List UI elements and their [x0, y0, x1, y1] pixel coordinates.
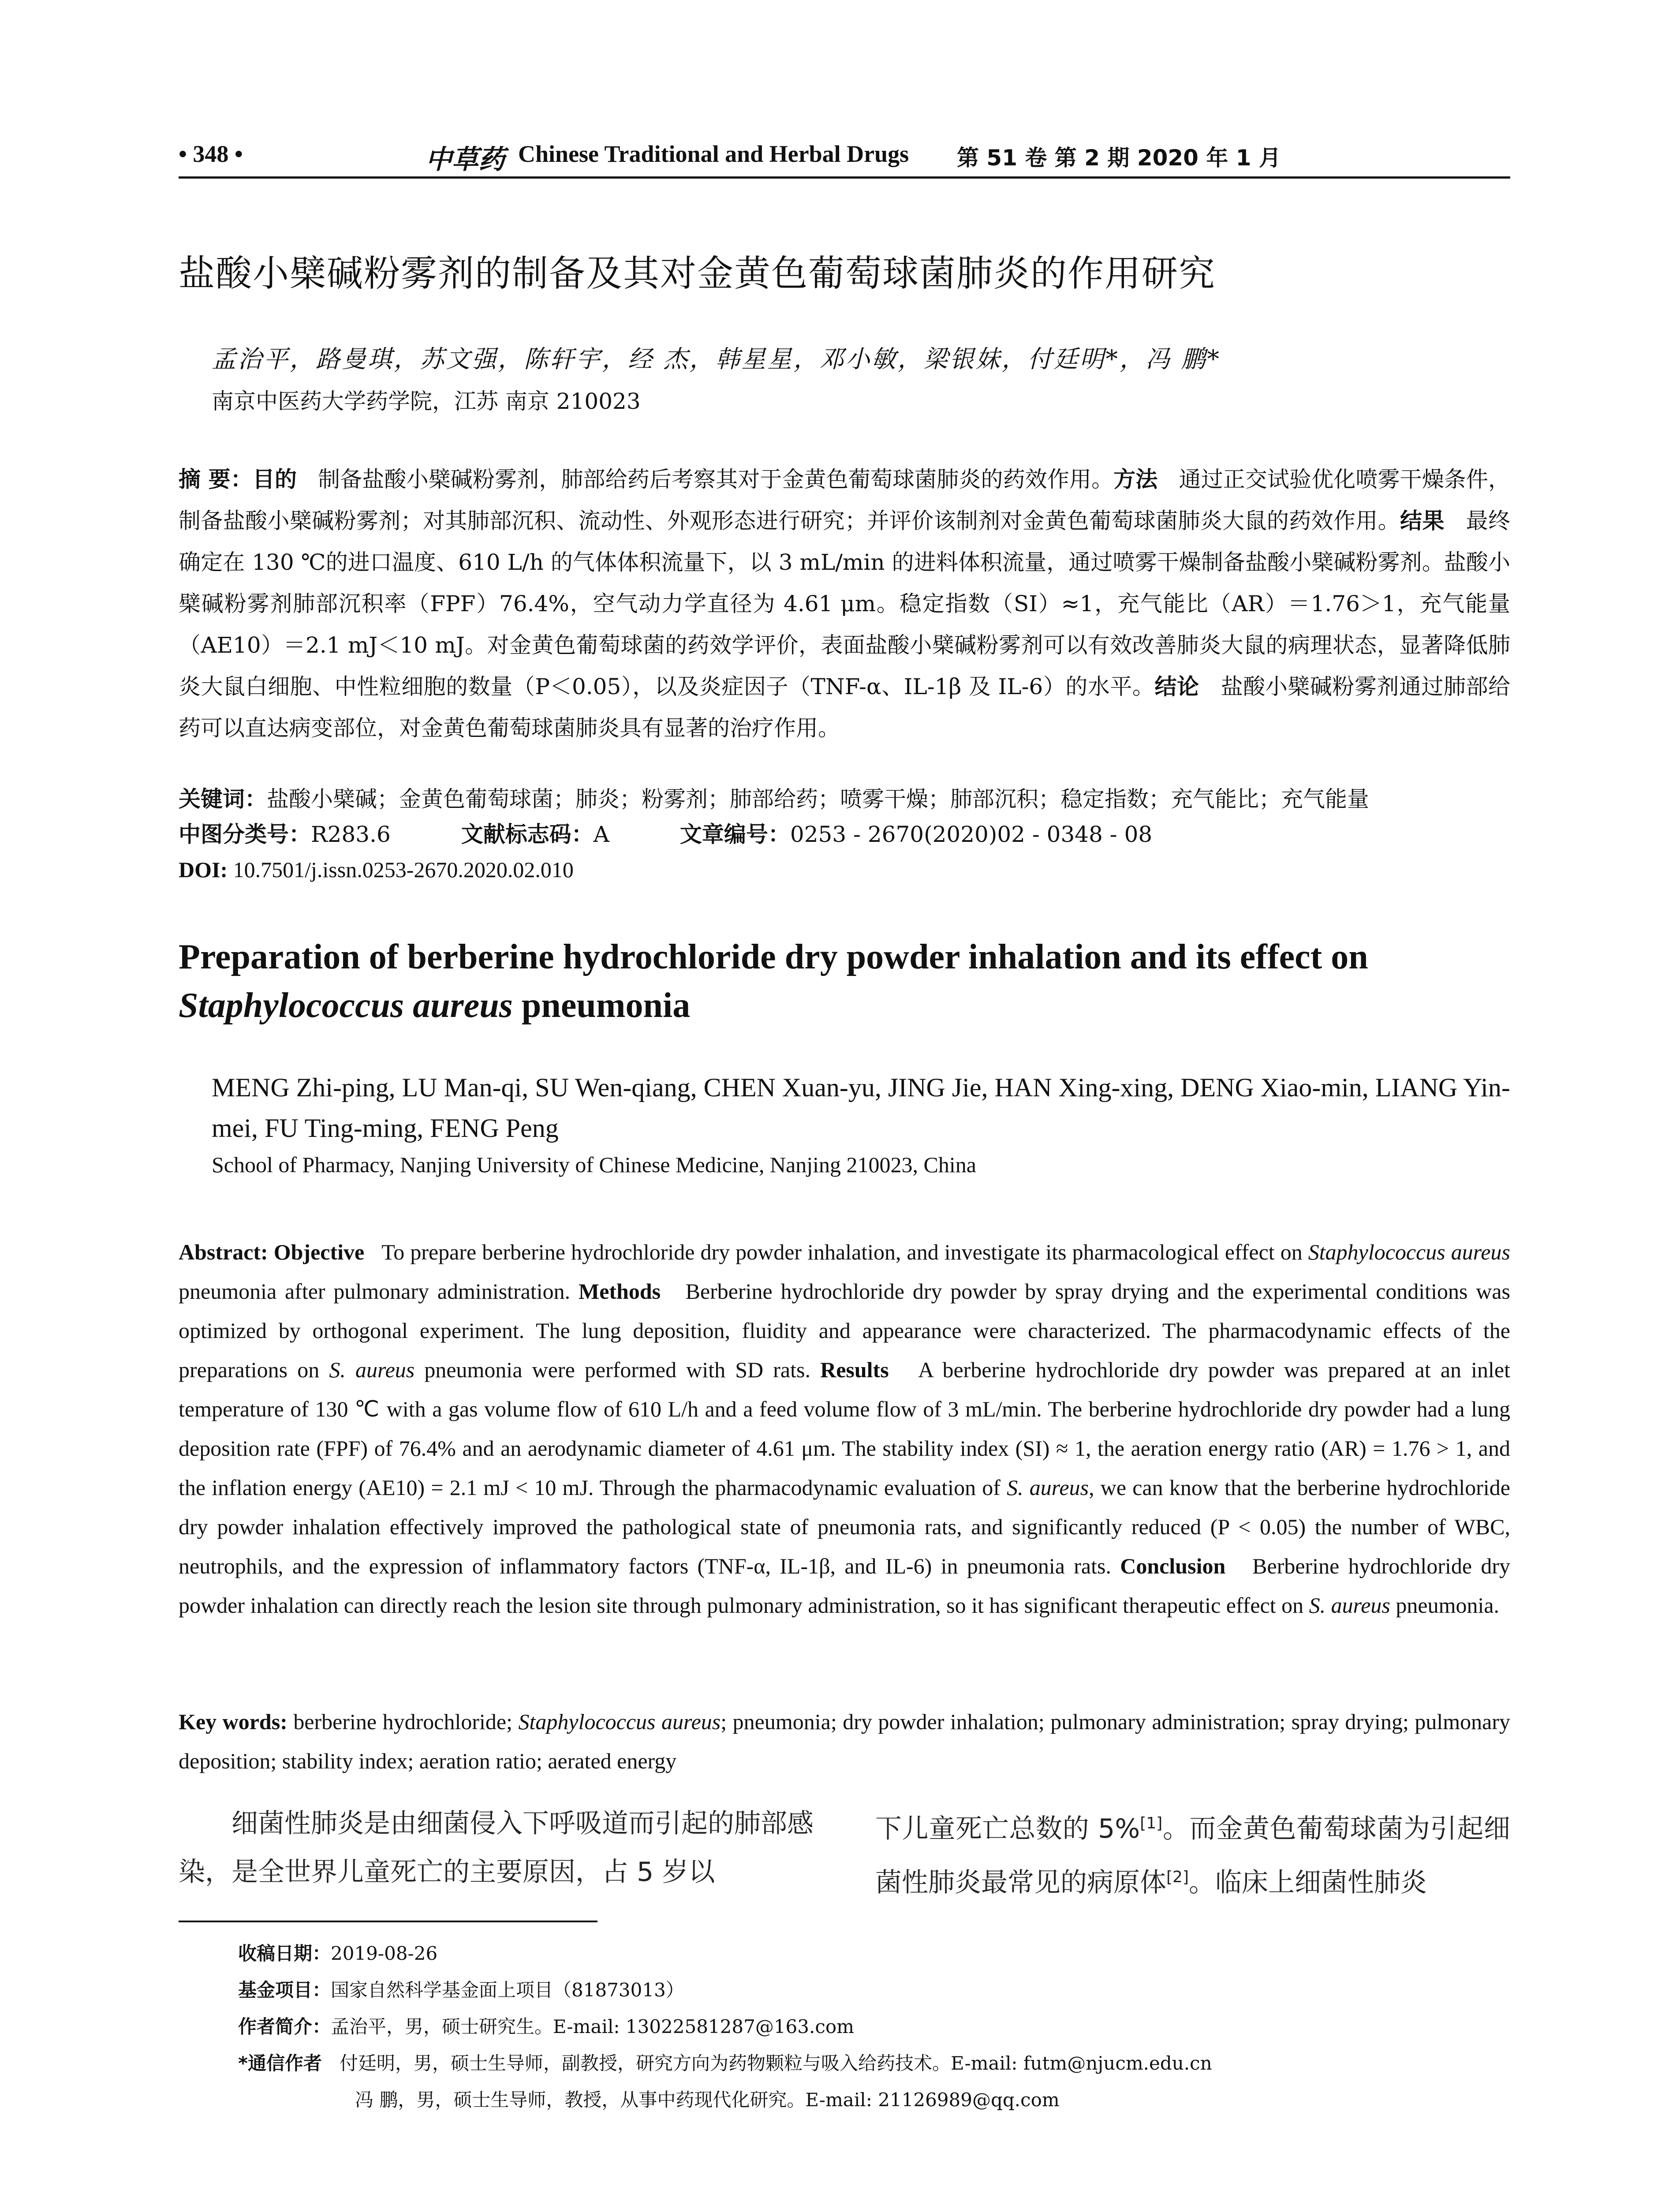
- en-conclusion-i: S. aureus: [1309, 1593, 1390, 1618]
- en-results-a: A berberine hydrochloride dry powder was prepared at an inlet temperature of 130 ℃ with a gas volume flow of 610 L/h and a feed volume flow of 3 mL/min. The berberine hydrochloride dry powder had a lung deposition rate (FPF) of 76.4% and an aerodynamic diameter of 4.61 μm. The stability index (SI) ≈ 1, the aeration energy ratio (AR) = 1.76 > 1, and the inflation energy (AE10) = 2.1 mJ < 10 mJ. Through the pharmacodynamic evaluation of: [179, 1357, 1511, 1500]
- keywords-label: 关键词：: [179, 786, 267, 812]
- corr-label: *通信作者: [238, 2052, 322, 2074]
- en-conclusion-b: pneumonia.: [1390, 1593, 1500, 1618]
- keywords-text: 盐酸小檗碱；金黄色葡萄球菌；肺炎；粉雾剂；肺部给药；喷雾干燥；肺部沉积；稳定指数；充气能比；充气能量: [267, 786, 1369, 812]
- conclusion-text: 盐酸小檗碱粉雾剂通过肺部给药可以直达病变部位，对金黄色葡萄球菌肺炎具有显著的治疗作用。: [179, 674, 1510, 741]
- en-methods-label: Methods: [579, 1279, 661, 1304]
- en-abstract-label: Abstract:: [179, 1240, 268, 1264]
- en-keywords-b: ; pneumonia; dry powder inhalation; pulmonary administration; spray drying; pulmonary deposition; stability index; aeration ratio; aerated energy: [179, 1709, 1510, 1773]
- objective-text: 制备盐酸小檗碱粉雾剂，肺部给药后考察其对于金黄色葡萄球菌肺炎的药效作用。: [318, 467, 1114, 492]
- en-objective-b: pneumonia after pulmonary administration.: [179, 1279, 571, 1304]
- body-right-a: 下儿童死亡总数的 5%: [875, 1813, 1140, 1844]
- header-rule: [179, 176, 1510, 179]
- doc-code-label: 文献标志码：: [461, 822, 594, 847]
- english-title-part1: Preparation of berberine hydrochloride dry powder inhalation and its effect on: [179, 938, 1368, 976]
- english-title-part2: pneumonia: [512, 986, 691, 1025]
- english-title-italic: Staphylococcus aureus: [179, 986, 513, 1025]
- en-methods-b: pneumonia were performed with SD rats.: [414, 1357, 810, 1382]
- chinese-abstract: [179, 459, 1510, 749]
- running-header: [179, 140, 1510, 175]
- article-no-value: 0253 - 2670(2020)02 - 0348 - 08: [790, 822, 1153, 847]
- clc-label: 中图分类号：: [179, 822, 311, 847]
- english-keywords: [179, 1702, 1510, 1781]
- en-objective-a: To prepare berberine hydrochloride dry powder inhalation, and investigate its pharmacological effect on: [381, 1240, 1308, 1264]
- doi-value[interactable]: 10.7501/j.issn.0253-2670.2020.02.010: [233, 857, 574, 882]
- citation-1[interactable]: [1]: [1140, 1814, 1163, 1832]
- doi-label: DOI:: [179, 857, 228, 882]
- results-text: 最终确定在 130 ℃的进口温度、610 L/h 的气体体积流量下，以 3 mL/min 的进料体积流量，通过喷雾干燥制备盐酸小檗碱粉雾剂。盐酸小檗碱粉雾剂肺部沉积率（FPF）76.4%，空气动力学直径为 4.61 μm。稳定指数（SI）≈1，充气能比（AR）＝1.76＞1，充气能量（AE10）＝2.1 mJ＜10 mJ。对金黄色葡萄球菌的药效学评价，表面盐酸小檗碱粉雾剂可以有效改善肺炎大鼠的病理状态，显著降低肺炎大鼠白细胞、中性粒细胞的数量（P＜0.05），以及炎症因子（TNF-α、IL-1β 及 IL-6）的水平。: [179, 508, 1511, 699]
- english-authors: MENG Zhi-ping, LU Man-qi, SU Wen-qiang, CHEN Xuan-yu, JING Jie, HAN Xing-xing, DENG Xiao-min, LIANG Yin-mei, FU Ting-ming, FENG Peng: [212, 1073, 1510, 1143]
- chinese-affiliation: 南京中医药大学药学院，江苏 南京 210023: [212, 389, 641, 414]
- journal-logo: 中草药: [426, 144, 505, 175]
- body-column-right: [875, 1799, 1510, 1907]
- results-label: 结果: [1400, 508, 1445, 534]
- body-right-b: 。而金黄色葡萄球菌为引起细菌性肺炎最常见的病原体: [875, 1813, 1511, 1898]
- abstract-label: 摘 要：: [179, 467, 253, 492]
- en-conclusion-a: Berberine hydrochloride dry powder inhalation can directly reach the lesion site through pulmonary administration, so it has significant therapeutic effect on: [179, 1554, 1511, 1618]
- footnote-fund: [238, 1977, 1508, 2003]
- en-objective-label: Objective: [273, 1240, 365, 1264]
- clc-value: R283.6: [311, 822, 391, 847]
- journal-name: Chinese Traditional and Herbal Drugs: [518, 141, 909, 167]
- en-methods-i: S. aureus: [329, 1357, 415, 1382]
- page-number: • 348 •: [179, 141, 243, 167]
- chinese-title: 盐酸小檗碱粉雾剂的制备及其对金黄色葡萄球菌肺炎的作用研究: [179, 253, 1216, 295]
- author-label: 作者简介：: [238, 2016, 331, 2037]
- received-value: 2019-08-26: [331, 1943, 438, 1964]
- footnote-corresponding-2: 冯 鹏，男，硕士生导师，教授，从事中药现代化研究。E-mail: 21126989@qq.com: [355, 2089, 1060, 2111]
- issue-info: 第 51 卷 第 2 期 2020 年 1 月: [957, 145, 1281, 171]
- en-results-b: , we can know that the berberine hydrochloride dry powder inhalation effectively improved the pathological state of pneumonia rats, and significantly reduced (P < 0.05) the number of WBC, neutrophils, and the expression of inflammatory factors (TNF-α, IL-1β, and IL-6) in pneumonia rats.: [179, 1475, 1510, 1578]
- doi-line: [179, 849, 1510, 890]
- fund-label: 基金项目：: [238, 1979, 331, 2001]
- received-label: 收稿日期：: [238, 1943, 331, 1964]
- en-results-label: Results: [820, 1357, 889, 1382]
- footnote-rule: [179, 1921, 597, 1922]
- en-methods-a: Berberine hydrochloride dry powder by spray drying and the experimental conditions was optimized by orthogonal experiment. The lung deposition, fluidity and appearance were characterized. The pharmacodynamic effects of the preparations on: [179, 1279, 1511, 1382]
- en-keywords-i: Staphylococcus aureus: [518, 1709, 721, 1734]
- author-value: 孟治平，男，硕士研究生。E-mail: 13022581287@163.com: [331, 2016, 854, 2037]
- en-results-i: S. aureus: [1007, 1475, 1089, 1500]
- methods-text: 通过正交试验优化喷雾干燥条件，制备盐酸小檗碱粉雾剂；对其肺部沉积、流动性、外观形态进行研究；并评价该制剂对金黄色葡萄球菌肺炎大鼠的药效作用。: [179, 467, 1511, 534]
- objective-label: 目的: [252, 467, 297, 492]
- footnote-corresponding: [238, 2050, 1508, 2077]
- english-abstract: [179, 1233, 1510, 1625]
- en-keywords-a: berberine hydrochloride;: [293, 1709, 519, 1734]
- article-no-label: 文章编号：: [679, 822, 790, 847]
- fund-value: 国家自然科学基金面上项目（81873013）: [331, 1979, 684, 2001]
- en-objective-i: Staphylococcus aureus: [1308, 1240, 1511, 1264]
- body-column-left: 细菌性肺炎是由细菌侵入下呼吸道而引起的肺部感染，是全世界儿童死亡的主要原因，占 5 岁以: [179, 1808, 814, 1887]
- footnote-author: [238, 2014, 1508, 2040]
- conclusion-label: 结论: [1154, 674, 1199, 699]
- english-title: [179, 933, 1510, 1030]
- doc-code-value: A: [593, 822, 609, 847]
- corr-value-1: 付廷明，男，硕士生导师，副教授，研究方向为药物颗粒与吸入给药技术。E-mail: futm@njucm.edu.cn: [340, 2052, 1212, 2074]
- footnote-received: [238, 1940, 1508, 1967]
- citation-2[interactable]: [2]: [1166, 1868, 1189, 1886]
- en-conclusion-label: Conclusion: [1120, 1554, 1226, 1578]
- methods-label: 方法: [1113, 467, 1158, 492]
- english-affiliation: School of Pharmacy, Nanjing University of Chinese Medicine, Nanjing 210023, China: [212, 1152, 976, 1177]
- body-right-c: 。临床上细菌性肺炎: [1189, 1867, 1427, 1898]
- chinese-authors: 孟治平，路曼琪，苏文强，陈轩宇，经 杰，韩星星，邓小敏，梁银妹，付廷明*，冯 鹏*: [212, 345, 1221, 373]
- en-keywords-label: Key words:: [179, 1709, 287, 1734]
